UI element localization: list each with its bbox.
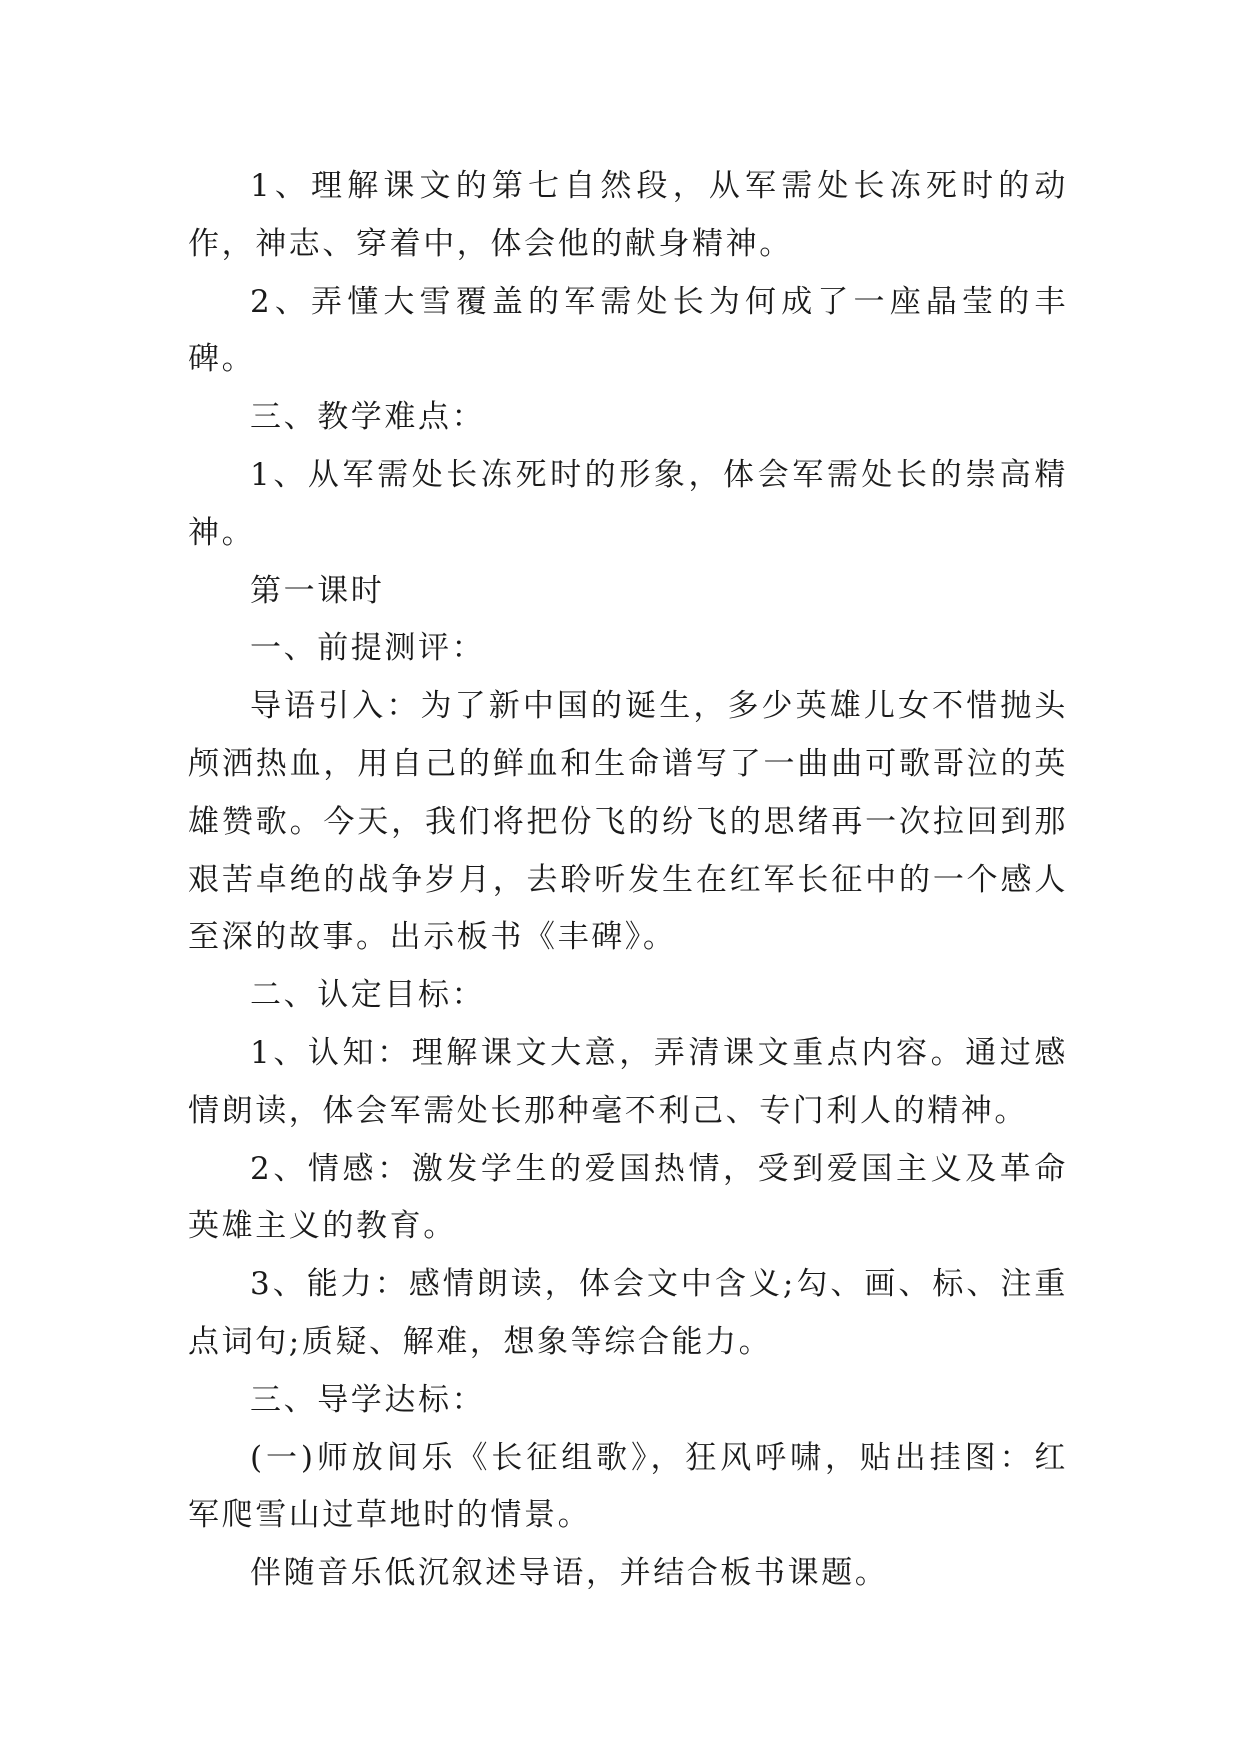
paragraph-objective-ability: 3、能力：感情朗读，体会文中含义;勾、画、标、注重点词句;质疑、解难，想象等综合能力。 [188, 1266, 1068, 1360]
document-body [188, 158, 1068, 1603]
paragraph-introduction: 导语引入：为了新中国的诞生，多少英雄儿女不惜抛头颅洒热血，用自己的鲜血和生命谱写了一曲曲可歌哥泣的英雄赞歌。今天，我们将把份飞的纷飞的思绪再一次拉回到那艰苦卓绝的战争岁月，去聆听发生在红军长征中的一个感人至深的故事。出示板书《丰碑》。 [188, 688, 1068, 956]
paragraph-activity-narration: 伴随音乐低沉叙述导语，并结合板书课题。 [250, 1555, 889, 1592]
paragraph-goal-1: 1、理解课文的第七自然段，从军需处长冻死时的动作，神志、穿着中，体会他的献身精神。 [188, 168, 1068, 262]
paragraph-goal-2: 2、弄懂大雪覆盖的军需处长为何成了一座晶莹的丰碑。 [188, 283, 1068, 378]
heading-set-objectives: 二、认定目标： [250, 977, 486, 1014]
heading-pre-assessment: 一、前提测评： [250, 630, 486, 667]
paragraph-objective-emotion: 2、情感：激发学生的爱国热情，受到爱国主义及革命英雄主义的教育。 [188, 1150, 1068, 1245]
paragraph-activity-1: (一)师放间乐《长征组歌》，狂风呼啸，贴出挂图：红军爬雪山过草地时的情景。 [188, 1439, 1068, 1534]
heading-guided-learning: 三、导学达标： [250, 1381, 486, 1418]
heading-lesson-one: 第一课时 [250, 572, 385, 609]
paragraph-difficulty-1: 1、从军需处长冻死时的形象，体会军需处长的崇高精神。 [188, 456, 1068, 551]
paragraph-objective-cognition: 1、认知：理解课文大意，弄清课文重点内容。通过感情朗读，体会军需处长那种毫不利己、专门利人的精神。 [188, 1034, 1068, 1129]
heading-difficulty: 三、教学难点： [250, 399, 486, 436]
